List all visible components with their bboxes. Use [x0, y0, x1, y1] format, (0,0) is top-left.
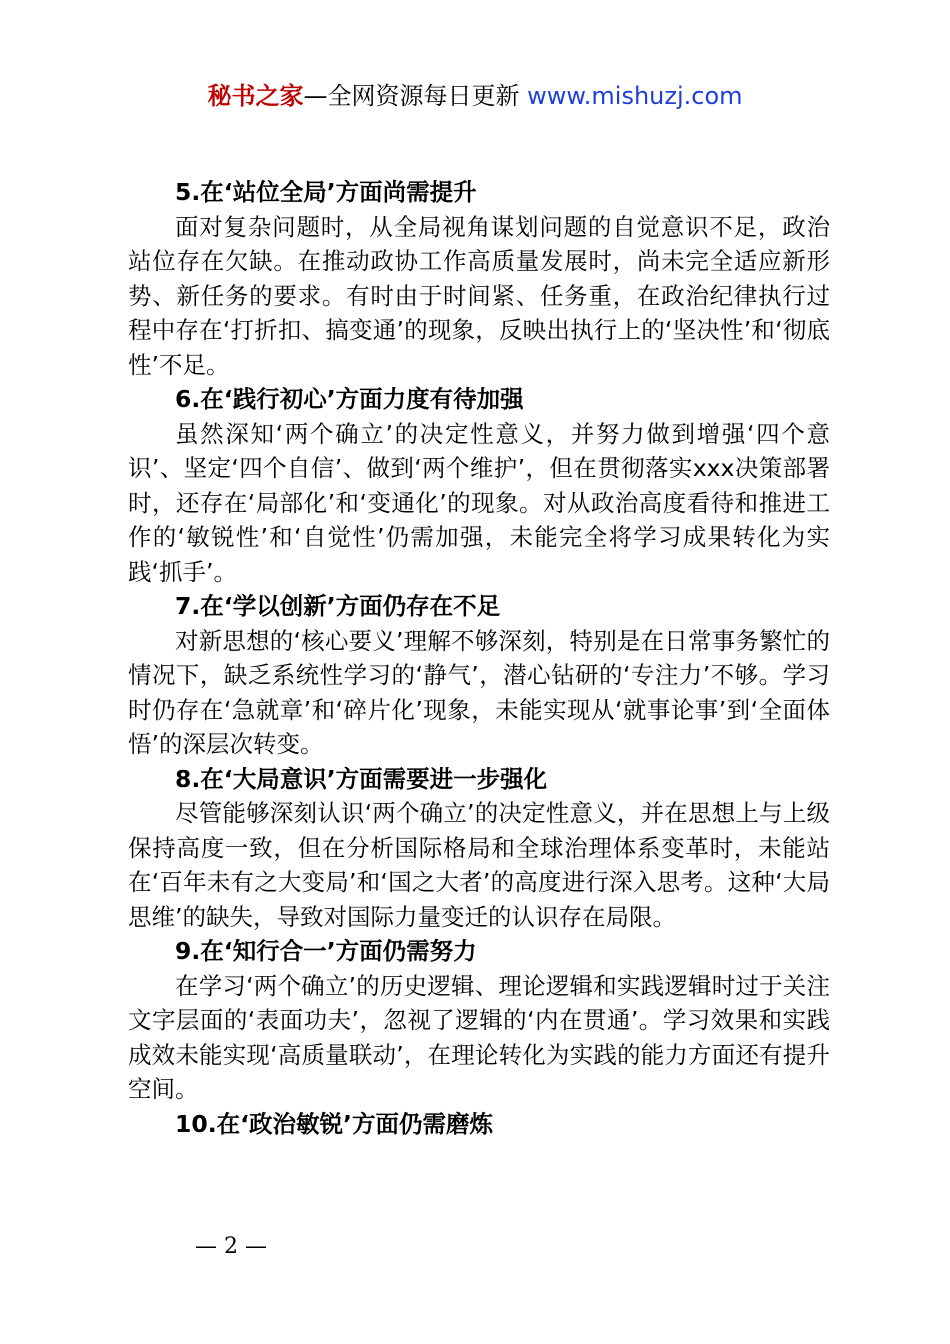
section-paragraph: 虽然深知‘两个确立’的决定性意义，并努力做到增强‘四个意识’、坚定‘四个自信’、做到‘两个维护’，但在贯彻落实xxx决策部署时，还存在‘局部化’和‘变通化’的现象。对从政治高度看待和推进工作的‘敏锐性’和‘自觉性’仍需加强，未能完全将学习成果转化为实践‘抓手’。 [128, 419, 830, 586]
site-header [0, 78, 950, 114]
section-paragraph: 尽管能够深刻认识‘两个确立’的决定性意义，并在思想上与上级保持高度一致，但在分析国际格局和全球治理体系变革时，未能站在‘百年未有之大变局’和‘国之大者’的高度进行深入思考。这种‘大局思维’的缺失，导致对国际力量变迁的认识存在局限。 [128, 799, 830, 931]
header-tagline: —全网资源每日更新 [303, 82, 528, 110]
section-heading: 5.在‘站位全局’方面尚需提升 [175, 178, 477, 206]
document-body [128, 175, 830, 1141]
page-number: — 2 — [195, 1234, 267, 1259]
section-heading: 10.在‘政治敏锐’方面仍需磨炼 [175, 1109, 493, 1138]
brand-name: 秘书之家 [207, 82, 304, 110]
section-heading: 8.在‘大局意识’方面需要进一步强化 [175, 764, 548, 793]
section-paragraph: 对新思想的‘核心要义’理解不够深刻，特别是在日常事务繁忙的情况下，缺乏系统性学习的‘静气’，潜心钻研的‘专注力’不够。学习时仍存在‘急就章’和‘碎片化’现象，未能实现从‘就事论事’到‘全面体悟’的深层次转变。 [128, 626, 830, 758]
section-heading: 9.在‘知行合一’方面仍需努力 [175, 937, 477, 965]
section-paragraph: 在学习‘两个确立’的历史逻辑、理论逻辑和实践逻辑时过于关注文字层面的‘表面功夫’，忽视了逻辑的‘内在贯通’。学习效果和实践成效未能实现‘高质量联动’，在理论转化为实践的能力方面还有提升空间。 [128, 971, 830, 1103]
site-url[interactable]: www.mishuzj.com [527, 82, 743, 110]
section-paragraph: 面对复杂问题时，从全局视角谋划问题的自觉意识不足，政治站位存在欠缺。在推动政协工作高质量发展时，尚未完全适应新形势、新任务的要求。有时由于时间紧、任务重，在政治纪律执行过程中存在‘打折扣、搞变通’的现象，反映出执行上的‘坚决性’和‘彻底性’不足。 [128, 212, 830, 379]
section-heading: 6.在‘践行初心’方面力度有待加强 [175, 385, 524, 413]
section-heading: 7.在‘学以创新’方面仍存在不足 [175, 592, 501, 620]
